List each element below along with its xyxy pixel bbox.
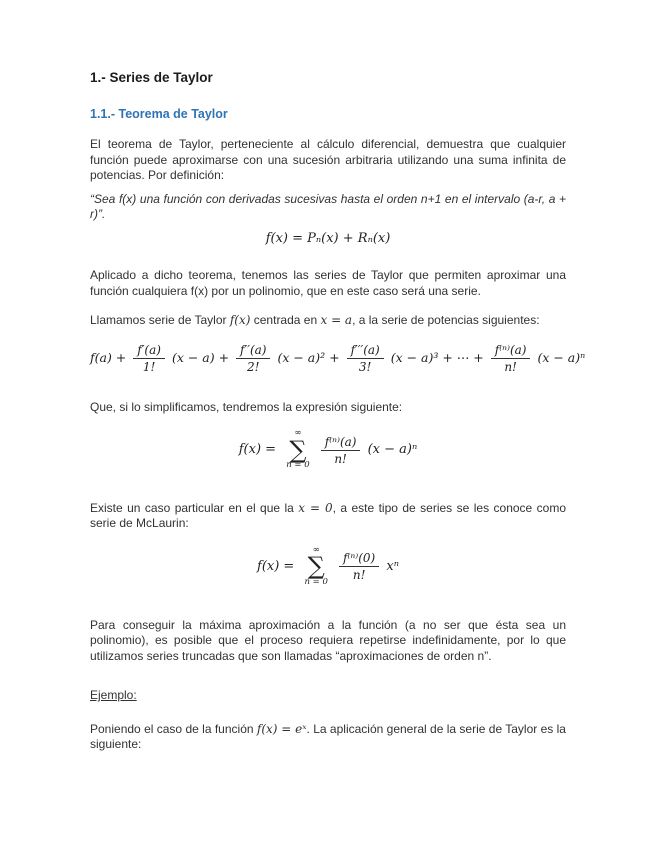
fraction-numerator: f′′′(a): [347, 343, 384, 359]
text-run: , a este tipo de series se les conoce como serie de McLaurin:: [90, 500, 566, 531]
section-heading: 1.- Series de Taylor: [90, 70, 213, 85]
fraction-numerator: f⁽ⁿ⁾(a): [491, 343, 531, 359]
fraction-numerator: f⁽ⁿ⁾(a): [321, 435, 361, 451]
sigma-icon: ∑: [307, 552, 325, 581]
paragraph-ejemplo-intro: [90, 722, 566, 753]
paragraph-llamamos: [90, 313, 566, 329]
formula-tail: (x − a)ⁿ: [367, 442, 418, 458]
example-label: [90, 688, 566, 704]
paragraph-theorem-intro: El teorema de Taylor, perteneciente al cálculo diferencial, demuestra que cualquier función puede aproximarse con una sucesión arbitraria utilizando una suma infinita de potencias. Por definición:: [90, 137, 566, 183]
text-run: , a la serie de potencias siguientes:: [352, 313, 540, 328]
formula-taylor-sum: [90, 429, 566, 470]
formula-tail: (x − a)² +: [277, 349, 340, 365]
text-run: . La aplicación general de la serie de Taylor es la siguiente:: [90, 721, 566, 752]
formula-mclaurin-sum: [90, 546, 566, 587]
formula-taylor-series-expanded: [90, 342, 586, 374]
fraction-denominator: n!: [504, 359, 517, 374]
fraction-denominator: n!: [334, 451, 347, 466]
formula-tail: xⁿ: [386, 559, 399, 575]
text-run: centrada en: [250, 313, 321, 328]
inline-math-x0: x = 0: [298, 500, 333, 515]
inline-math-xa: x = a: [320, 313, 353, 328]
summation-symbol: [286, 429, 309, 470]
formula-lhs: f(x) =: [257, 559, 295, 575]
text-run: Existe un caso particular en el que la: [90, 500, 299, 515]
sum-lower-limit: n = 0: [304, 577, 328, 588]
formula-taylor-theorem: [90, 231, 566, 246]
fraction-term2: [236, 343, 270, 374]
sigma-icon: ∑: [289, 435, 307, 464]
fraction-term3: [347, 343, 384, 374]
text-run: Poniendo el caso de la función: [90, 721, 257, 736]
sum-upper-limit: ∞: [312, 545, 320, 556]
formula-text: f(x) = Pₙ(x) + Rₙ(x): [265, 230, 391, 246]
fraction-denominator: 2!: [247, 359, 260, 374]
formula-tail: (x − a) +: [171, 349, 230, 365]
paragraph-caso-particular: [90, 501, 566, 532]
fraction-numerator: f′(a): [133, 343, 165, 359]
formula-lead: f(a) +: [90, 349, 127, 365]
paragraph-theorem-quote: “Sea f(x) una función con derivadas sucesivas hasta el orden n+1 en el intervalo (a-r, a + r)”.: [90, 191, 566, 222]
sum-upper-limit: ∞: [294, 428, 302, 439]
inline-math-ex: f(x) = eˣ: [256, 721, 307, 736]
fraction-denominator: 1!: [142, 359, 156, 374]
paragraph-aplicado: Aplicado a dicho teorema, tenemos las series de Taylor que permiten aproximar una función cualquiera f(x) por un polinomio, que en este caso será una serie.: [90, 267, 566, 298]
summation-symbol: [304, 546, 327, 587]
fraction-denominator: n!: [352, 568, 366, 583]
sum-lower-limit: n = 0: [286, 460, 310, 471]
fraction-numerator: f′′(a): [236, 343, 270, 359]
paragraph-simplificamos: Que, si lo simplificamos, tendremos la expresión siguiente:: [90, 399, 403, 414]
text-run: Llamamos serie de Taylor: [90, 313, 230, 328]
example-label-text: Ejemplo:: [90, 688, 137, 703]
paragraph-aproximacion: Para conseguir la máxima aproximación a la función (a no ser que ésta sea un polinomio), es posible que el proceso requiera repetirse indefinidamente, por lo que utilizamos series truncadas que son llamadas “aproximaciones de orden n”.: [90, 617, 566, 663]
fraction-term1: [133, 343, 165, 374]
inline-math-fx: f(x): [229, 313, 251, 328]
fraction-sum-term: [339, 551, 379, 582]
fraction-term-n: [491, 343, 531, 374]
formula-tail: (x − a)ⁿ: [537, 349, 586, 365]
formula-lhs: f(x) =: [238, 442, 277, 458]
fraction-numerator: f⁽ⁿ⁾(0): [339, 551, 379, 567]
fraction-denominator: 3!: [358, 359, 372, 374]
fraction-sum-term: [321, 435, 361, 466]
subsection-heading: 1.1.- Teorema de Taylor: [90, 107, 228, 121]
formula-tail: (x − a)³ + ⋯ +: [390, 349, 484, 365]
